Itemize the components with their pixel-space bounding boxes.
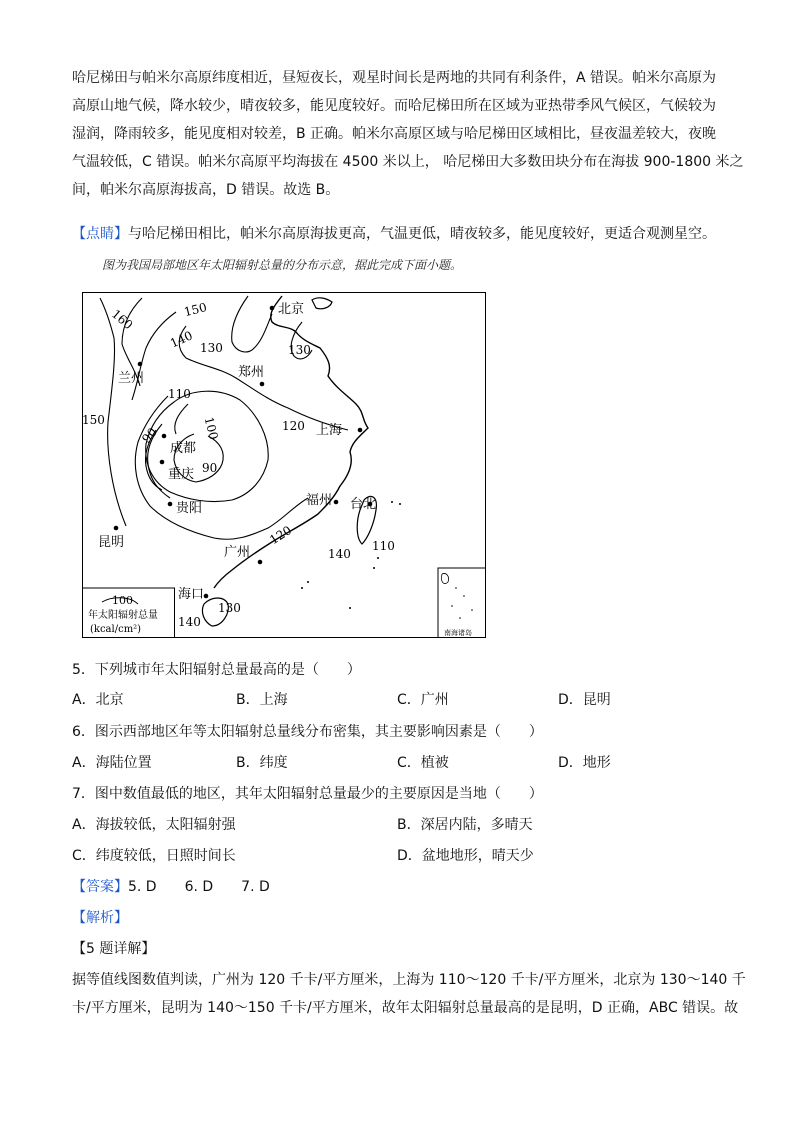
inset-label: 南海诸岛	[444, 629, 472, 637]
answer-text: 5. D 6. D 7. D	[128, 879, 270, 895]
island-dot	[373, 567, 375, 569]
question-7-option-d: D．盆地地形，晴天少	[397, 848, 534, 864]
city-dot	[168, 502, 173, 507]
city-dot	[270, 306, 275, 311]
question-6-option-d: D．地形	[558, 755, 611, 771]
question-7-option-c: C．纬度较低，日照时间长	[72, 848, 236, 864]
intro-paragraph	[72, 64, 744, 204]
question-7-option-b: B．深居内陆，多晴天	[397, 817, 533, 833]
answer-line	[72, 877, 270, 897]
inset-island	[463, 595, 465, 597]
city-label: 昆明	[98, 535, 125, 550]
contour-value: 120	[267, 523, 295, 548]
island-dot	[391, 501, 393, 503]
question-5-option-c: C．广州	[397, 692, 449, 708]
island-dot	[349, 607, 351, 609]
contour-value: 150	[82, 413, 105, 427]
city-label: 福州	[306, 493, 333, 508]
contour-value: 130	[288, 343, 311, 357]
contour-value: 110	[168, 387, 191, 401]
city-label: 重庆	[168, 467, 195, 482]
intro-line: 湿润，降雨较多，能见度相对较差，B 正确。帕米尔高原区域与哈尼梯田区域相比，昼夜温差较大，夜晚	[72, 126, 717, 142]
city-dot	[204, 594, 209, 599]
city-dot	[162, 434, 167, 439]
contour-value: 110	[372, 539, 395, 553]
island-dot	[301, 587, 303, 589]
city-label: 郑州	[238, 365, 265, 380]
contour-value: 100	[201, 415, 221, 442]
city-dot	[358, 428, 363, 433]
inset-island	[451, 605, 453, 607]
inset-island	[459, 617, 461, 619]
inset-island	[471, 609, 473, 611]
question-5-option-d: D．昆明	[558, 692, 611, 708]
city-label: 北京	[278, 302, 305, 317]
question-6-option-b: B．纬度	[236, 755, 288, 771]
answer-tag: 【答案】	[72, 879, 128, 895]
contour-value: 90	[202, 461, 218, 475]
city-label: 上海	[316, 423, 343, 438]
contour-value: 130	[218, 601, 241, 615]
intro-line: 间，帕米尔高原海拔高，D 错误。故选 B。	[72, 182, 340, 198]
city-label: 海口	[178, 587, 205, 602]
contour-value: 160	[108, 306, 136, 333]
contour-value: 90	[139, 425, 160, 446]
contour-value: 130	[200, 341, 223, 355]
city-label: 兰州	[118, 371, 145, 386]
contour-value: 140	[328, 547, 351, 561]
comment-text: 与哈尼梯田相比，帕米尔高原海拔更高，气温更低，晴夜较多，能见度较好，更适合观测星空。	[128, 226, 716, 242]
city-dot	[258, 560, 263, 565]
solar-radiation-map	[82, 292, 486, 638]
island-dot	[307, 581, 309, 583]
island-dot	[399, 503, 401, 505]
legend-label: 年太阳辐射总量	[88, 610, 158, 621]
analysis-tag: 【解析】	[72, 910, 128, 926]
inset-island	[455, 587, 457, 589]
question-5-option-b: B．上海	[236, 692, 288, 708]
question-5-stem: 5．下列城市年太阳辐射总量最高的是（ ）	[72, 662, 361, 678]
island-dot	[377, 557, 379, 559]
contour-value: 120	[282, 419, 305, 433]
detail-line: 卡/平方厘米，昆明为 140～150 千卡/平方厘米，故年太阳辐射总量最高的是昆明，D 正确，ABC 错误。故	[72, 1000, 739, 1016]
contour-value: 150	[182, 300, 209, 320]
intro-line: 气温较低，C 错误。帕米尔高原平均海拔在 4500 米以上， 哈尼梯田大多数田块分布在海拔 900-1800 米之	[72, 154, 744, 170]
city-label: 成都	[170, 441, 197, 456]
question-6-option-a: A．海陆位置	[72, 755, 152, 771]
figure-caption: 图为我国局部地区年太阳辐射总量的分布示意，据此完成下面小题。	[102, 258, 463, 272]
contour-value: 140	[168, 328, 195, 351]
intro-line: 高原山地气候，降水较少，晴夜较多，能见度较好。而哈尼梯田所在区域为亚热带季风气候区，气候较为	[72, 98, 716, 114]
question-7-option-a: A．海拔较低，太阳辐射强	[72, 817, 236, 833]
city-dot	[260, 382, 265, 387]
city-label: 台北	[350, 497, 377, 512]
legend-unit: (kcal/cm²)	[90, 624, 142, 635]
inset-box	[438, 568, 486, 638]
city-dot	[334, 500, 339, 505]
comment-tag: 【点睛】	[72, 226, 128, 242]
question-6-stem: 6．图示西部地区年等太阳辐射总量线分布密集，其主要影响因素是（ ）	[72, 724, 543, 740]
question-6-option-c: C．植被	[397, 755, 449, 771]
detail-line: 据等值线图数值判读，广州为 120 千卡/平方厘米，上海为 110～120 千卡/平方厘米，北京为 130～140 千	[72, 972, 746, 988]
detail-paragraph	[72, 966, 746, 1022]
contour-value: 140	[178, 615, 201, 629]
intro-line: 哈尼梯田与帕米尔高原纬度相近，昼短夜长，观星时间长是两地的共同有利条件，A 错误。帕米尔高原为	[72, 70, 717, 86]
city-label: 广州	[224, 545, 251, 560]
city-dot	[114, 526, 119, 531]
city-label: 贵阳	[176, 501, 203, 516]
detail-tag: 【5 题详解】	[72, 941, 156, 957]
city-dot	[160, 460, 165, 465]
city-dot	[138, 362, 143, 367]
question-5-option-a: A．北京	[72, 692, 124, 708]
map-frame	[83, 293, 486, 638]
legend-value: 100	[112, 594, 133, 607]
comment-line	[72, 220, 722, 248]
question-7-stem: 7．图中数值最低的地区，其年太阳辐射总量最少的主要原因是当地（ ）	[72, 786, 543, 802]
